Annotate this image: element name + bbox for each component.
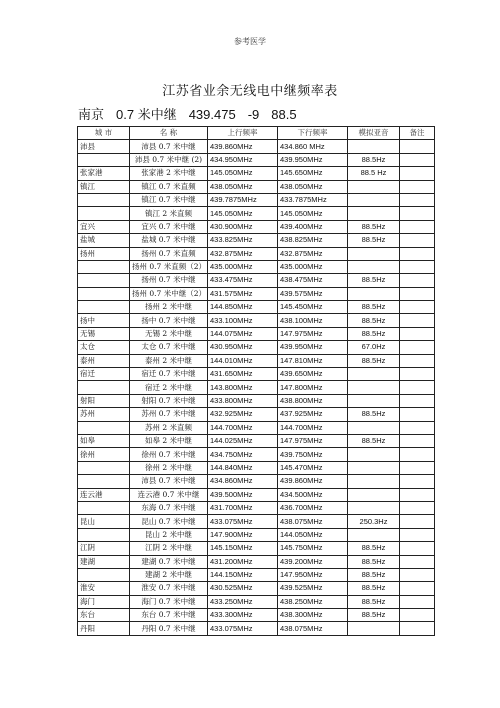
uplink-cell: 144.850MHz: [208, 301, 278, 314]
table-row: [78, 609, 435, 622]
column-header-uplink: 上行频率: [208, 127, 278, 140]
downlink-cell: 433.7875MHz: [278, 193, 348, 206]
uplink-cell: 434.750MHz: [208, 448, 278, 461]
downlink-cell: 144.050MHz: [278, 528, 348, 541]
table-row: [78, 421, 435, 434]
ctcss-cell: [348, 528, 400, 541]
name-cell: 太仓 0.7 米中继: [130, 341, 208, 354]
downlink-cell: 147.975MHz: [278, 434, 348, 447]
column-header-downlink: 下行频率: [278, 127, 348, 140]
ctcss-cell: 250.3Hz: [348, 515, 400, 528]
city-cell: 海门: [78, 595, 130, 608]
uplink-cell: 432.925MHz: [208, 408, 278, 421]
city-cell: 徐州: [78, 448, 130, 461]
city-cell: 如皋: [78, 434, 130, 447]
ctcss-cell: 67.0Hz: [348, 341, 400, 354]
note-cell: [400, 180, 435, 193]
downlink-cell: 432.875MHz: [278, 247, 348, 260]
downlink-cell: 439.575MHz: [278, 287, 348, 300]
uplink-cell: 434.950MHz: [208, 153, 278, 166]
table-row: [78, 582, 435, 595]
subtitle-tone: 88.5: [271, 107, 297, 122]
table-row: [78, 220, 435, 233]
ctcss-cell: [348, 287, 400, 300]
table-row: [78, 528, 435, 541]
note-cell: [400, 207, 435, 220]
downlink-cell: 147.800MHz: [278, 381, 348, 394]
uplink-cell: 145.050MHz: [208, 207, 278, 220]
name-cell: 扬州 2 米中继: [130, 301, 208, 314]
name-cell: 镇江 0.7 米直频: [130, 180, 208, 193]
ctcss-cell: 88.5Hz: [348, 301, 400, 314]
note-cell: [400, 287, 435, 300]
name-cell: 沛县 0.7 米中继: [130, 475, 208, 488]
note-cell: [400, 501, 435, 514]
table-row: [78, 301, 435, 314]
downlink-cell: 439.400MHz: [278, 220, 348, 233]
ctcss-cell: [348, 421, 400, 434]
uplink-cell: 432.875MHz: [208, 247, 278, 260]
uplink-cell: 143.800MHz: [208, 381, 278, 394]
city-cell: [78, 274, 130, 287]
ctcss-cell: [348, 461, 400, 474]
city-cell: [78, 301, 130, 314]
name-cell: 扬州 0.7 米直频: [130, 247, 208, 260]
name-cell: 淮安 0.7 米中继: [130, 582, 208, 595]
note-cell: [400, 582, 435, 595]
note-cell: [400, 354, 435, 367]
downlink-cell: 438.825MHz: [278, 234, 348, 247]
city-cell: 宿迁: [78, 368, 130, 381]
ctcss-cell: 88.5Hz: [348, 568, 400, 581]
city-cell: 无锡: [78, 327, 130, 340]
downlink-cell: 439.525MHz: [278, 582, 348, 595]
table-row: [78, 515, 435, 528]
note-cell: [400, 595, 435, 608]
name-cell: 苏州 0.7 米中继: [130, 408, 208, 421]
note-cell: [400, 408, 435, 421]
name-cell: 射阳 0.7 米中继: [130, 394, 208, 407]
table-row: [78, 622, 435, 635]
ctcss-cell: 88.5Hz: [348, 609, 400, 622]
page-header: 参考医学: [234, 37, 266, 46]
city-cell: [78, 381, 130, 394]
note-cell: [400, 488, 435, 501]
table-row: [78, 341, 435, 354]
downlink-cell: 144.700MHz: [278, 421, 348, 434]
city-cell: 连云港: [78, 488, 130, 501]
ctcss-cell: [348, 488, 400, 501]
uplink-cell: 439.500MHz: [208, 488, 278, 501]
note-cell: [400, 260, 435, 273]
ctcss-cell: 88.5Hz: [348, 582, 400, 595]
note-cell: [400, 434, 435, 447]
subtitle-name: 0.7 米中继: [116, 107, 177, 122]
table-row: [78, 475, 435, 488]
city-cell: [78, 528, 130, 541]
city-cell: 射阳: [78, 394, 130, 407]
ctcss-cell: 88.5Hz: [348, 234, 400, 247]
table-row: [78, 542, 435, 555]
name-cell: 东海 0.7 米中继: [130, 501, 208, 514]
ctcss-cell: [348, 207, 400, 220]
note-cell: [400, 167, 435, 180]
uplink-cell: 144.700MHz: [208, 421, 278, 434]
ctcss-cell: [348, 381, 400, 394]
name-cell: 沛县 0.7 米中继: [130, 140, 208, 153]
table-row: [78, 167, 435, 180]
note-cell: [400, 568, 435, 581]
table-row: [78, 501, 435, 514]
note-cell: [400, 368, 435, 381]
table-row: [78, 434, 435, 447]
name-cell: 江阴 2 米中继: [130, 542, 208, 555]
table-row: [78, 408, 435, 421]
uplink-cell: 144.010MHz: [208, 354, 278, 367]
note-cell: [400, 327, 435, 340]
uplink-cell: 433.825MHz: [208, 234, 278, 247]
downlink-cell: 145.650MHz: [278, 167, 348, 180]
city-cell: 东台: [78, 609, 130, 622]
name-cell: 丹阳 0.7 米中继: [130, 622, 208, 635]
note-cell: [400, 381, 435, 394]
name-cell: 东台 0.7 米中继: [130, 609, 208, 622]
uplink-cell: 147.900MHz: [208, 528, 278, 541]
table-row: [78, 274, 435, 287]
downlink-cell: 434.500MHz: [278, 488, 348, 501]
downlink-cell: 439.650MHz: [278, 368, 348, 381]
city-cell: [78, 260, 130, 273]
ctcss-cell: [348, 448, 400, 461]
ctcss-cell: 88.5Hz: [348, 153, 400, 166]
uplink-cell: 430.525MHz: [208, 582, 278, 595]
note-cell: [400, 528, 435, 541]
ctcss-cell: [348, 622, 400, 635]
table-row: [78, 140, 435, 153]
ctcss-cell: 88.5Hz: [348, 542, 400, 555]
column-header-ctcss: 模拟亚音: [348, 127, 400, 140]
downlink-cell: 438.075MHz: [278, 515, 348, 528]
ctcss-cell: [348, 260, 400, 273]
name-cell: 泰州 2 米中继: [130, 354, 208, 367]
column-header-note: 备注: [400, 127, 435, 140]
table-row: [78, 488, 435, 501]
name-cell: 海门 0.7 米中继: [130, 595, 208, 608]
note-cell: [400, 220, 435, 233]
city-cell: 盐城: [78, 234, 130, 247]
city-cell: [78, 421, 130, 434]
downlink-cell: 438.300MHz: [278, 609, 348, 622]
note-cell: [400, 140, 435, 153]
name-cell: 镇江 2 米直频: [130, 207, 208, 220]
downlink-cell: 145.050MHz: [278, 207, 348, 220]
ctcss-cell: [348, 180, 400, 193]
downlink-cell: 147.950MHz: [278, 568, 348, 581]
downlink-cell: 439.200MHz: [278, 555, 348, 568]
uplink-cell: 433.475MHz: [208, 274, 278, 287]
ctcss-cell: [348, 140, 400, 153]
uplink-cell: 433.100MHz: [208, 314, 278, 327]
uplink-cell: 433.075MHz: [208, 515, 278, 528]
ctcss-cell: [348, 368, 400, 381]
name-cell: 建湖 2 米中继: [130, 568, 208, 581]
name-cell: 扬州 0.7 米中继: [130, 274, 208, 287]
table-row: [78, 555, 435, 568]
subtitle-line: [78, 104, 309, 123]
table-row: [78, 354, 435, 367]
downlink-cell: 438.075MHz: [278, 622, 348, 635]
uplink-cell: 433.800MHz: [208, 394, 278, 407]
name-cell: 宿迁 0.7 米中继: [130, 368, 208, 381]
table-row: [78, 327, 435, 340]
name-cell: 扬州 0.7 米直频（2）: [130, 260, 208, 273]
name-cell: 扬中 0.7 米中继: [130, 314, 208, 327]
city-cell: [78, 475, 130, 488]
downlink-cell: 439.750MHz: [278, 448, 348, 461]
downlink-cell: 439.860MHz: [278, 475, 348, 488]
downlink-cell: 145.750MHz: [278, 542, 348, 555]
uplink-cell: 431.200MHz: [208, 555, 278, 568]
name-cell: 徐州 0.7 米中继: [130, 448, 208, 461]
city-cell: 淮安: [78, 582, 130, 595]
note-cell: [400, 274, 435, 287]
name-cell: 宜兴 0.7 米中继: [130, 220, 208, 233]
downlink-cell: 145.450MHz: [278, 301, 348, 314]
city-cell: [78, 193, 130, 206]
table-row: [78, 448, 435, 461]
city-cell: 扬中: [78, 314, 130, 327]
ctcss-cell: [348, 394, 400, 407]
downlink-cell: 438.250MHz: [278, 595, 348, 608]
name-cell: 建湖 0.7 米中继: [130, 555, 208, 568]
name-cell: 无锡 2 米中继: [130, 327, 208, 340]
note-cell: [400, 421, 435, 434]
ctcss-cell: 88.5Hz: [348, 354, 400, 367]
name-cell: 如皋 2 米中继: [130, 434, 208, 447]
table-row: [78, 180, 435, 193]
downlink-cell: 434.860 MHz: [278, 140, 348, 153]
table-row: [78, 368, 435, 381]
ctcss-cell: 88.5Hz: [348, 314, 400, 327]
ctcss-cell: 88.5Hz: [348, 434, 400, 447]
downlink-cell: 436.700MHz: [278, 501, 348, 514]
ctcss-cell: [348, 475, 400, 488]
city-cell: 张家港: [78, 167, 130, 180]
city-cell: 宜兴: [78, 220, 130, 233]
note-cell: [400, 234, 435, 247]
subtitle-freq: 439.475: [188, 107, 236, 122]
table-row: [78, 153, 435, 166]
city-cell: 泰州: [78, 354, 130, 367]
note-cell: [400, 448, 435, 461]
uplink-cell: 144.840MHz: [208, 461, 278, 474]
table-row: [78, 207, 435, 220]
uplink-cell: 431.700MHz: [208, 501, 278, 514]
note-cell: [400, 515, 435, 528]
name-cell: 连云港 0.7 米中继: [130, 488, 208, 501]
city-cell: 丹阳: [78, 622, 130, 635]
city-cell: [78, 568, 130, 581]
uplink-cell: 144.150MHz: [208, 568, 278, 581]
note-cell: [400, 153, 435, 166]
ctcss-cell: 88.5Hz: [348, 408, 400, 421]
note-cell: [400, 193, 435, 206]
ctcss-cell: 88.5Hz: [348, 220, 400, 233]
name-cell: 盐城 0.7 米中继: [130, 234, 208, 247]
column-header-name: 名 称: [130, 127, 208, 140]
city-cell: 沛县: [78, 140, 130, 153]
city-cell: [78, 153, 130, 166]
note-cell: [400, 394, 435, 407]
downlink-cell: 438.475MHz: [278, 274, 348, 287]
note-cell: [400, 461, 435, 474]
downlink-cell: 438.800MHz: [278, 394, 348, 407]
city-cell: 镇江: [78, 180, 130, 193]
ctcss-cell: 88.5Hz: [348, 327, 400, 340]
name-cell: 扬州 0.7 米中继（2）: [130, 287, 208, 300]
ctcss-cell: [348, 193, 400, 206]
uplink-cell: 433.250MHz: [208, 595, 278, 608]
name-cell: 镇江 0.7 米中继: [130, 193, 208, 206]
downlink-cell: 439.950MHz: [278, 153, 348, 166]
city-cell: [78, 287, 130, 300]
page-title: 江苏省业余无线电中继频率表: [162, 84, 338, 99]
city-cell: [78, 461, 130, 474]
uplink-cell: 431.650MHz: [208, 368, 278, 381]
downlink-cell: 439.950MHz: [278, 341, 348, 354]
city-cell: 扬州: [78, 247, 130, 260]
table-row: [78, 234, 435, 247]
uplink-cell: 430.900MHz: [208, 220, 278, 233]
city-cell: 太仓: [78, 341, 130, 354]
uplink-cell: 433.075MHz: [208, 622, 278, 635]
uplink-cell: 435.000MHz: [208, 260, 278, 273]
downlink-cell: 145.470MHz: [278, 461, 348, 474]
table-header-row: [78, 127, 435, 140]
city-cell: 建湖: [78, 555, 130, 568]
name-cell: 徐州 2 米中继: [130, 461, 208, 474]
name-cell: 张家港 2 米中继: [130, 167, 208, 180]
ctcss-cell: [348, 247, 400, 260]
downlink-cell: 147.975MHz: [278, 327, 348, 340]
note-cell: [400, 301, 435, 314]
uplink-cell: 431.575MHz: [208, 287, 278, 300]
table-row: [78, 247, 435, 260]
subtitle-city: 南京: [78, 107, 105, 122]
table-row: [78, 314, 435, 327]
city-cell: [78, 207, 130, 220]
city-cell: 江阴: [78, 542, 130, 555]
ctcss-cell: [348, 501, 400, 514]
table-row: [78, 394, 435, 407]
subtitle-offset: -9: [247, 107, 260, 122]
note-cell: [400, 341, 435, 354]
table-row: [78, 461, 435, 474]
city-cell: 苏州: [78, 408, 130, 421]
note-cell: [400, 609, 435, 622]
note-cell: [400, 247, 435, 260]
name-cell: 昆山 0.7 米中继: [130, 515, 208, 528]
uplink-cell: 433.300MHz: [208, 609, 278, 622]
uplink-cell: 145.050MHz: [208, 167, 278, 180]
uplink-cell: 145.150MHz: [208, 542, 278, 555]
note-cell: [400, 314, 435, 327]
table-row: [78, 193, 435, 206]
downlink-cell: 437.925MHz: [278, 408, 348, 421]
downlink-cell: 435.000MHz: [278, 260, 348, 273]
name-cell: 昆山 2 米中继: [130, 528, 208, 541]
uplink-cell: 438.050MHz: [208, 180, 278, 193]
name-cell: 沛县 0.7 米中继 (2): [130, 153, 208, 166]
downlink-cell: 438.100MHz: [278, 314, 348, 327]
note-cell: [400, 475, 435, 488]
city-cell: [78, 501, 130, 514]
uplink-cell: 144.025MHz: [208, 434, 278, 447]
uplink-cell: 144.075MHz: [208, 327, 278, 340]
name-cell: 宿迁 2 米中继: [130, 381, 208, 394]
name-cell: 苏州 2 米直频: [130, 421, 208, 434]
city-cell: 昆山: [78, 515, 130, 528]
downlink-cell: 438.050MHz: [278, 180, 348, 193]
table-row: [78, 287, 435, 300]
downlink-cell: 147.810MHz: [278, 354, 348, 367]
uplink-cell: 439.7875MHz: [208, 193, 278, 206]
ctcss-cell: 88.5Hz: [348, 595, 400, 608]
table-row: [78, 381, 435, 394]
table-row: [78, 568, 435, 581]
note-cell: [400, 555, 435, 568]
note-cell: [400, 622, 435, 635]
column-header-city: 城 市: [78, 127, 130, 140]
table-row: [78, 595, 435, 608]
uplink-cell: 430.950MHz: [208, 341, 278, 354]
uplink-cell: 439.860MHz: [208, 140, 278, 153]
note-cell: [400, 542, 435, 555]
frequency-table: [77, 126, 435, 636]
ctcss-cell: 88.5Hz: [348, 555, 400, 568]
uplink-cell: 434.860MHz: [208, 475, 278, 488]
table-row: [78, 260, 435, 273]
ctcss-cell: 88.5Hz: [348, 274, 400, 287]
ctcss-cell: 88.5 Hz: [348, 167, 400, 180]
